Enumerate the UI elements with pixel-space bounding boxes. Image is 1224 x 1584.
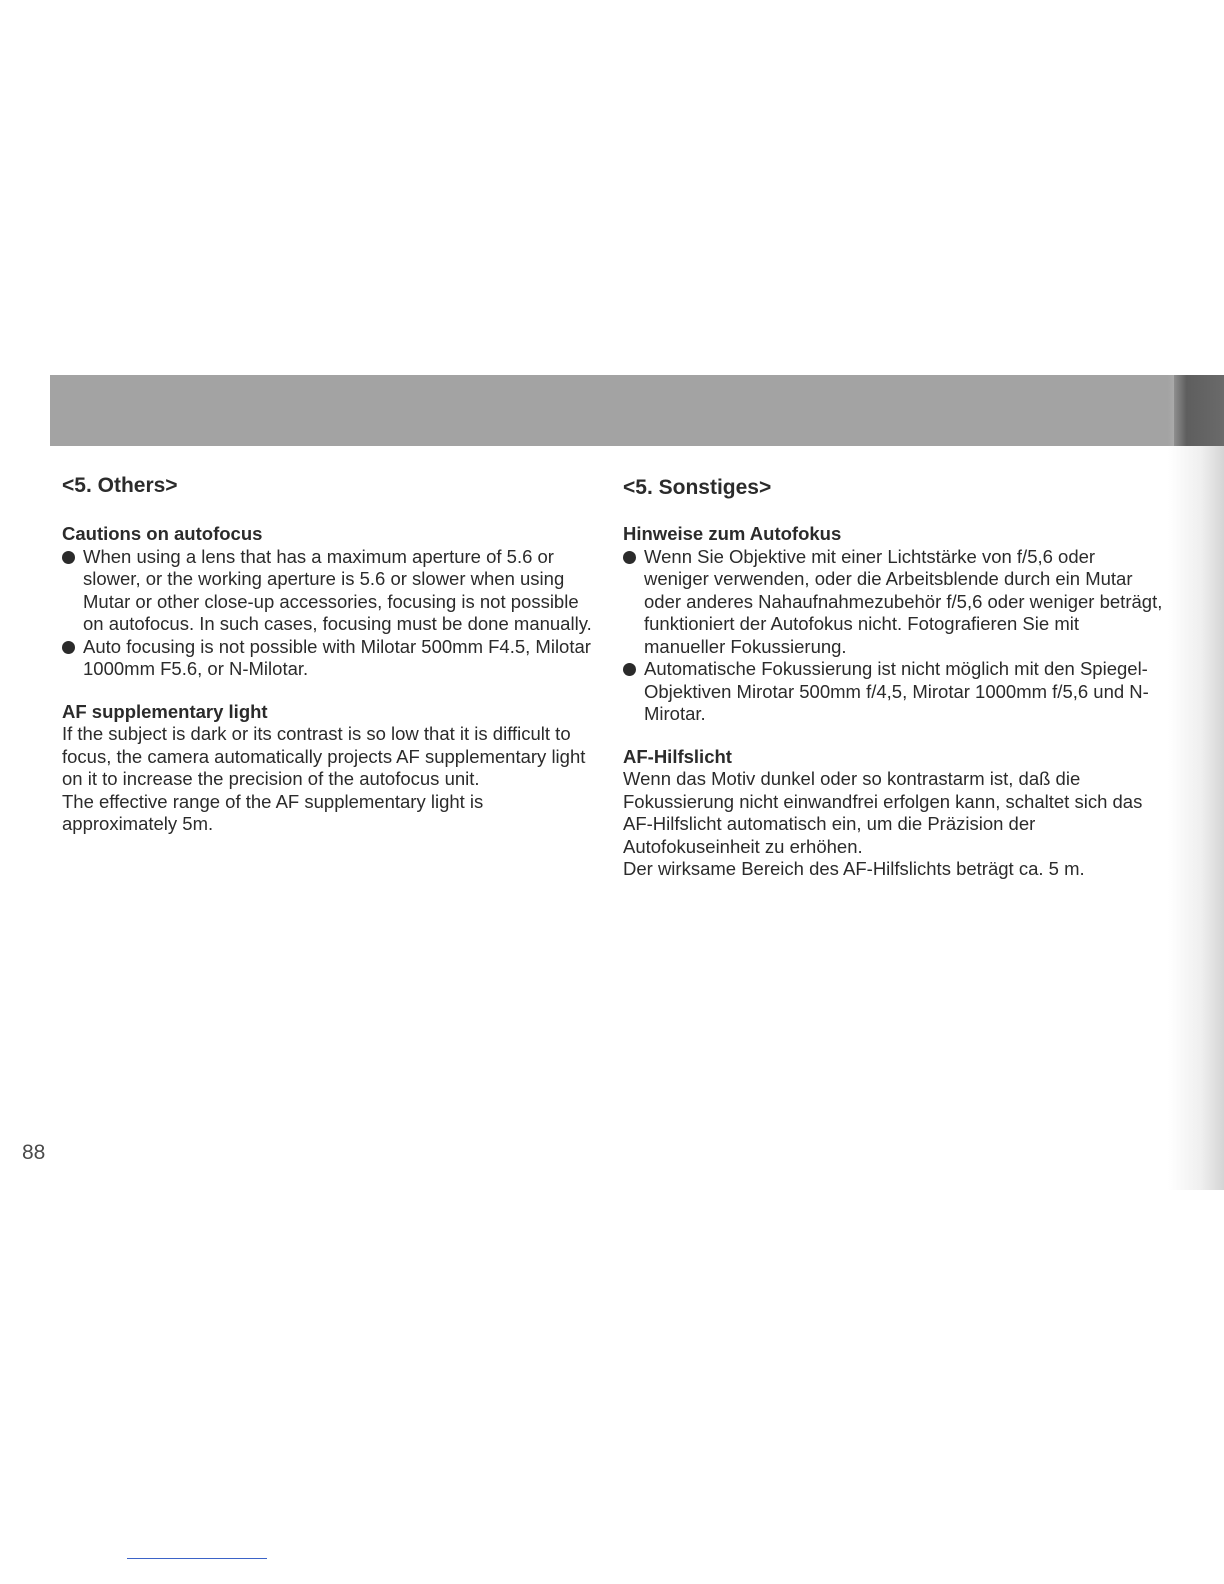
list-item-text: Wenn Sie Objektive mit einer Lichtstärke von f/5,6 oder weniger verwenden, oder die Arbeitsblende durch ein Mutar oder anderes Nahaufnahmezubehör f/5,6 oder weniger beträgt, funktioniert der Autofokus nicht. Fotografieren Sie mit manueller Fokussierung. bbox=[644, 545, 1163, 657]
af-light-paragraph-english: If the subject is dark or its contrast is so low that it is difficult to focus, the camera automatically projects AF supplementary light on it to increase the precision of the autofocus unit. bbox=[62, 723, 586, 789]
af-light-range-german: Der wirksame Bereich des AF-Hilfslichts beträgt ca. 5 m. bbox=[623, 858, 1085, 879]
bullet-icon bbox=[623, 663, 636, 676]
bullet-icon bbox=[623, 551, 636, 564]
bullet-icon bbox=[62, 551, 75, 564]
list-item-text: When using a lens that has a maximum aperture of 5.6 or slower, or the working aperture is 5.6 or slower when using Mutar or other close-up accessories, focusing is not possible on autofocus. In such cases, focusing must be done manually. bbox=[83, 545, 592, 634]
af-light-heading-english: AF supplementary light bbox=[62, 700, 268, 722]
cautions-list-english bbox=[62, 546, 592, 681]
list-item bbox=[62, 636, 592, 681]
cautions-heading-german: Hinweise zum Autofokus bbox=[623, 523, 842, 544]
list-item bbox=[623, 658, 1163, 726]
page-number: 88 bbox=[22, 1141, 46, 1164]
cautions-list-german bbox=[623, 546, 1163, 726]
german-column bbox=[623, 470, 1163, 881]
page-spine-edge bbox=[1174, 375, 1224, 446]
header-band bbox=[50, 375, 1174, 446]
af-light-range-english: The effective range of the AF supplementary light is approximately 5m. bbox=[62, 790, 484, 834]
bullet-icon bbox=[62, 641, 75, 654]
af-light-heading-german: AF-Hilfslicht bbox=[623, 745, 732, 767]
english-column bbox=[62, 470, 592, 836]
af-light-paragraph-german: Wenn das Motiv dunkel oder so kontrastarm ist, daß die Fokussierung nicht einwandfrei erfolgen kann, schaltet sich das AF-Hilfslicht automatisch ein, um die Präzision der Autofokuseinheit zu erhöhen. bbox=[623, 768, 1143, 857]
section-title-english: <5. Others> bbox=[62, 474, 178, 497]
cautions-heading-english: Cautions on autofocus bbox=[62, 523, 263, 544]
list-item bbox=[62, 546, 592, 636]
list-item-text: Auto focusing is not possible with Milotar 500mm F4.5, Milotar 1000mm F5.6, or N-Milotar. bbox=[83, 635, 591, 679]
list-item bbox=[623, 546, 1163, 659]
page-spine-shadow bbox=[1168, 375, 1224, 1190]
section-title-german: <5. Sonstiges> bbox=[623, 476, 772, 499]
footer-rule bbox=[127, 1558, 267, 1559]
list-item-text: Automatische Fokussierung ist nicht möglich mit den Spiegel-Objektiven Mirotar 500mm f/4,5, Mirotar 1000mm f/5,6 und N-Mirotar. bbox=[644, 658, 1149, 724]
